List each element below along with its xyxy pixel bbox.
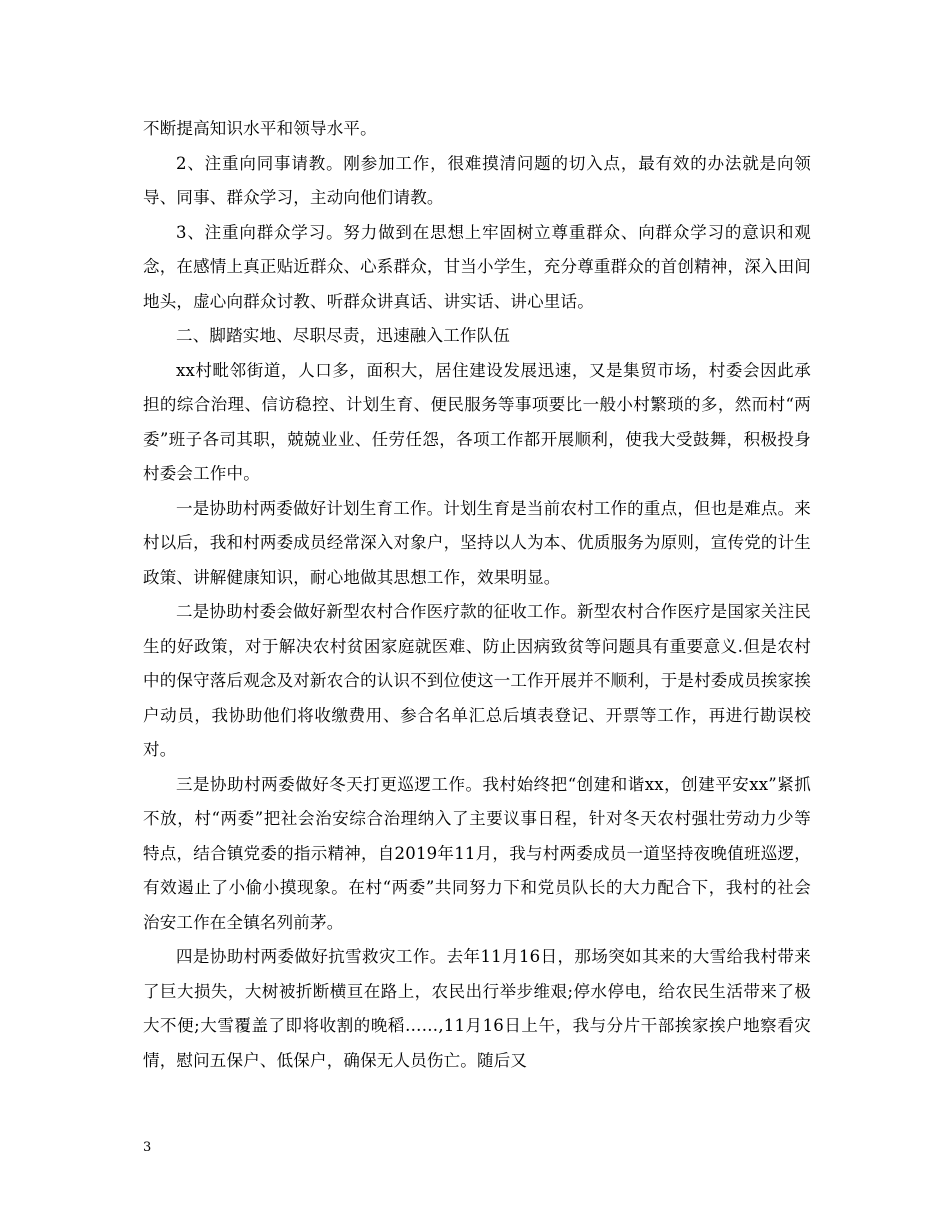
section-heading: 二、脚踏实地、尽职尽责，迅速融入工作队伍 bbox=[176, 326, 510, 345]
body-paragraph-8: 三是协助村两委做好冬天打更巡逻工作。我村始终把“创建和谐xx，创建平安xx”紧抓不放，村“两委”把社会治安综合治理纳入了主要议事日程，针对冬天农村强壮劳动力少等特点，结合镇党委的指示精神，自2019年11月，我与村两委成员一道坚持夜晚值班巡逻，有效遏止了小偷小摸现象。在村“两委”共同努力下和党员队长的大力配合下，我村的社会治安工作在全镇名列前茅。 bbox=[143, 774, 811, 932]
body-paragraph-7: 二是协助村委会做好新型农村合作医疗款的征收工作。新型农村合作医疗是国家关注民生的好政策，对于解决农村贫困家庭就医难、防止因病致贫等问题具有重要意义.但是农村中的保守落后观念及对新农合的认识不到位使这一工作开展并不顺利，于是村委成员挨家挨户动员，我协助他们将收缴费用、参合名单汇总后填表登记、开票等工作，再进行勘误校对。 bbox=[143, 602, 811, 759]
page-number: 3 bbox=[143, 1140, 152, 1155]
body-paragraph-2: 2、注重向同事请教。刚参加工作，很难摸清问题的切入点，最有效的办法就是向领导、同事、群众学习，主动向他们请教。 bbox=[143, 153, 811, 207]
document-body bbox=[143, 112, 811, 1078]
body-paragraph-9: 四是协助村两委做好抗雪救灾工作。去年11月16日，那场突如其来的大雪给我村带来了巨大损失，大树被折断横亘在路上，农民出行举步维艰;停水停电，给农民生活带来了极大不便;大雪覆盖了即将收割的晚稻……,11月16日上午，我与分片干部挨家挨户地察看灾情，慰问五保户、低保户，确保无人员伤亡。随后又 bbox=[143, 947, 811, 1070]
body-paragraph-5: xx村毗邻街道，人口多，面积大，居住建设发展迅速，又是集贸市场，村委会因此承担的综合治理、信访稳控、计划生育、便民服务等事项要比一般小村繁琐的多，然而村“两委”班子各司其职，兢兢业业、任劳任怨，各项工作都开展顺利，使我大受鼓舞，积极投身村委会工作中。 bbox=[143, 360, 811, 483]
body-paragraph-6: 一是协助村两委做好计划生育工作。计划生育是当前农村工作的重点，但也是难点。来村以后，我和村两委成员经常深入对象户，坚持以人为本、优质服务为原则，宣传党的计生政策、讲解健康知识，耐心地做其思想工作，效果明显。 bbox=[143, 498, 811, 587]
body-paragraph-1: 不断提高知识水平和领导水平。 bbox=[143, 119, 377, 138]
body-paragraph-3: 3、注重向群众学习。努力做到在思想上牢固树立尊重群众、向群众学习的意识和观念，在感情上真正贴近群众、心系群众，甘当小学生，充分尊重群众的首创精神，深入田间地头，虚心向群众讨教、听群众讲真话、讲实话、讲心里话。 bbox=[143, 222, 811, 311]
